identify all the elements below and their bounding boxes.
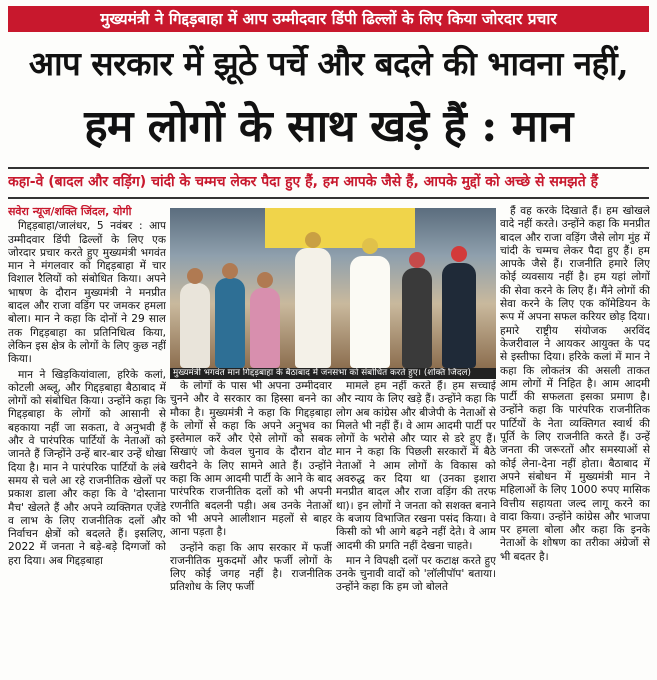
kicker-banner: मुख्यमंत्री ने गिद्दड़बाहा में आप उम्मीदवार डिंपी ढिल्लों के लिए किया जोरदार प्रचार	[8, 6, 649, 32]
article-column-3	[336, 380, 496, 677]
article-column-1	[8, 205, 166, 677]
person-head	[222, 263, 238, 279]
person-head	[257, 272, 273, 288]
article-column-2	[170, 380, 332, 677]
photo-caption: मुख्यमंत्री भगवंत मान गिद्दड़बाहा के बैठाबाद में जनसभा को संबोधित करते हुए। (शक्ति जिंदल)	[170, 368, 496, 379]
person-figure	[215, 278, 245, 368]
divider	[8, 167, 649, 169]
speaker-figure	[295, 248, 331, 368]
deck-subheadline: कहा-वे (बादल और वड़िंग) चांदी के चम्मच लेकर पैदा हुए हैं, हम आपके जैसे हैं, आपके मुद्दों को अच्छे से समझते हैं	[8, 174, 599, 190]
headline-line-1: आप सरकार में झूठे पर्चे और बदले की भावना नहीं,	[28, 44, 629, 83]
person-figure	[442, 263, 476, 368]
paragraph: मान ने विपक्षी दलों पर कटाक्ष करते हुए उनके चुनावी वादों को 'लॉलीपॉप' बताया। उन्होंने कहा कि हम जो बोलते	[336, 554, 496, 594]
person-figure	[180, 283, 210, 368]
paragraph: उन्होंने कहा कि आप सरकार में फर्जी राजनीतिक मुकदमों और फर्जी लोगों के लिए कोई जगह नहीं है। राजनीतिक प्रतिशोध के लिए फर्जी	[170, 541, 332, 594]
person-figure	[402, 268, 432, 368]
person-head	[451, 246, 467, 262]
person-head	[187, 268, 203, 284]
person-head	[362, 238, 378, 254]
person-figure	[350, 256, 390, 368]
person-figure	[250, 288, 280, 368]
headline-line-2: हम लोगों के साथ खड़े हैं : मान	[84, 101, 573, 152]
paragraph: मामले हम नहीं करते हैं। हम सच्चाई और न्याय के लिए खड़े हैं। उन्होंने कहा कि लोग अब कांग्रेस और बीजेपी के नेताओं से मिलते भी नहीं हैं। वे आम आदमी पार्टी पर लोगों के भरोसे और प्यार से डरे हुए हैं। मान ने कहा कि पिछली सरकारों में बैठे नेताओं ने आम लोगों के विकास को अवरुद्ध कर दिया था (उनका इशारा मनप्रीत बादल और राजा वड़िंग की तरफ था)। इन लोगों ने जनता को सशक्त बनाने के बजाय विभाजित रखना पसंद किया। वे किसी को भी आगे बढ़ने नहीं देते। वे आम आदमी की प्रगति नहीं देखना चाहते।	[336, 380, 496, 552]
paragraph: गिद्दड़बाहा/जालंधर, 5 नवंबर : आप उम्मीदवार डिंपी ढिल्लों के लिए एक जोरदार प्रचार करते हुए मुख्यमंत्री भगवंत मान ने मंगलवार को गिद्दड़बाहा में चार विशाल रैलियों को संबोधित किया। अपने भाषण के दौरान मुख्यमंत्री ने मनप्रीत बादल और राजा वड़िंग पर जमकर हमला बोला। मान ने कहा कि दोनों ने 29 साल तक गिद्दड़बाहा का प्रतिनिधित्व किया, लेकिन इस क्षेत्र के लोगों के लिए कुछ नहीं किया।	[8, 220, 166, 366]
speaker-head	[305, 232, 321, 248]
rally-photo	[170, 208, 496, 368]
article-column-4	[500, 205, 650, 677]
paragraph: हैं वह करके दिखाते हैं। हम खोखले वादे नहीं करते। उन्होंने कहा कि मनप्रीत बादल और राजा वड़िंग जैसे लोग मुंह में चांदी के चम्मच लेकर पैदा हुए हैं। हम आपके जैसे हैं। राजनीति हमारे लिए कोई व्यवसाय नहीं है। हम यहां लोगों की सेवा करने के लिए हैं। मैंने लोगों की सेवा करने के लिए एक कॉमेडियन के रूप में अपना सफल करियर छोड़ दिया। हमारे राष्ट्रीय संयोजक अरविंद केजरीवाल ने आयकर आयुक्त के पद से इस्तीफा दिया। हरिके कलां में मान ने कहा कि लोकतंत्र की असली ताकत आम लोगों में निहित है। आम आदमी पार्टी की सफलता इसका प्रमाण है। उन्होंने कहा कि पारंपरिक राजनीतिक पार्टियों के नेता व्यक्तिगत स्वार्थ की पूर्ति के लिए राजनीति करते हैं। उन्हें जनता की जरूरतों और समस्याओं से कोई लेना-देना नहीं होता। बैठाबाद में अपने संबोधन में मुख्यमंत्री मान ने महिलाओं के लिए 1000 रुपए मासिक वित्तीय सहायता जल्द लागू करने का वादा किया। उन्होंने कांग्रेस और भाजपा पर हमला बोला और कहा कि इनके नेताओं के शोषण का तरीका अंग्रेजों से भी बदतर है।	[500, 205, 650, 563]
paragraph: के लोगों के पास भी अपना उम्मीदवार चुनने और वे सरकार का हिस्सा बनने का मौका है। मुख्यमंत्री ने कहा कि गिद्दड़बाहा के लोगों से कहा कि अपने अनुभव का इस्तेमाल करें और ऐसे लोगों को सबक सिखाएं जो केवल चुनाव के दौरान वोट खरीदने के लिए सामने आते हैं। उन्होंने कहा कि आम आदमी पार्टी के आने के बाद पारंपरिक राजनीतिक दलों को भी अपनी रणनीति बदलनी पड़ी। अब उनके नेताओं को भी अपने आलीशान महलों से बाहर आना पड़ता है।	[170, 380, 332, 539]
byline: सवेरा न्यूज/शक्ति जिंदल, योगी	[8, 205, 132, 218]
stage-banner	[265, 208, 415, 248]
paragraph: मान ने खिड़कियांवाला, हरिके कलां, कोटली अब्लू, और गिद्दड़बाहा बैठाबाद में लोगों को संबोधित किया। उन्होंने कहा कि गिद्दड़बाहा के लोगों को आसानी से बहकाया नहीं जा सकता, वे अनुभवी हैं और वे पारंपरिक पार्टियों के नेताओं को जानते हैं जिन्होंने उन्हें बार-बार उन्हें धोखा दिया है। मान ने पारंपरिक पार्टियों के लंबे समय से चले आ रहे राजनीतिक खेलों पर प्रकाश डाला और कहा कि वे 'दोस्ताना मैच' खेलते हैं और अपने व्यक्तिगत एजेंडे व लाभ के लिए राजनीतिक दलों और निर्वाचन क्षेत्रों को बदलते हैं। इसलिए, 2022 में जनता ने बड़े-बड़े दिग्गजों को हरा दिया। अब गिद्दड़बाहा	[8, 368, 166, 567]
divider	[8, 197, 649, 199]
person-head	[409, 252, 425, 268]
